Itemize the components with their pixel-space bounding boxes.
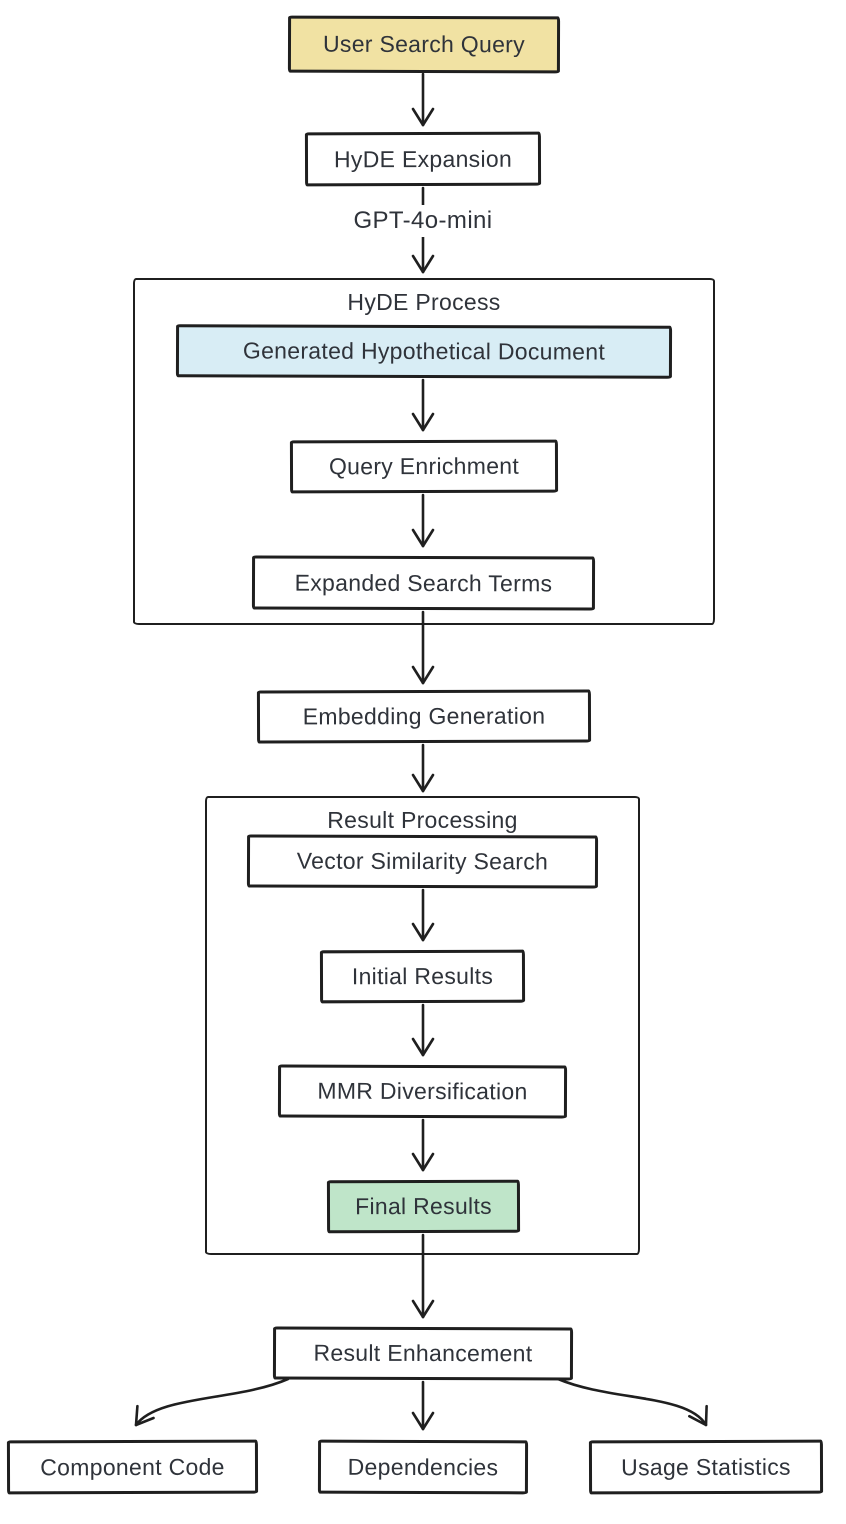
arrow-enhancement-to-component-code: [136, 1379, 288, 1425]
node-mmr-diversification: [278, 1065, 567, 1119]
node-result-enhancement: [273, 1327, 573, 1381]
group-result-processing-title: Result Processing: [327, 807, 518, 833]
node-label: Generated Hypothetical Document: [242, 337, 606, 365]
node-dependencies: [318, 1440, 528, 1495]
node-generated-hypothetical-document: [176, 324, 672, 379]
node-embedding-generation: [257, 689, 591, 743]
node-label: Query Enrichment: [328, 452, 520, 480]
node-label: Result Enhancement: [313, 1339, 533, 1367]
edge-label-gpt-model: GPT-4o-mini: [333, 205, 513, 237]
node-label: Embedding Generation: [302, 702, 546, 730]
node-initial-results: [320, 950, 525, 1004]
node-expanded-search-terms: [252, 555, 595, 610]
node-label: MMR Diversification: [317, 1077, 528, 1105]
node-label: Expanded Search Terms: [294, 569, 553, 596]
node-label: HyDE Expansion: [333, 145, 513, 172]
node-hyde-expansion: [305, 132, 541, 187]
node-label: Initial Results: [351, 962, 494, 990]
arrow-enhancement-to-usage-statistics: [558, 1379, 706, 1425]
node-label: Component Code: [40, 1453, 225, 1480]
node-component-code: [7, 1440, 258, 1495]
node-vector-similarity-search: [247, 834, 598, 888]
node-usage-statistics: [589, 1440, 823, 1495]
node-label: Usage Statistics: [621, 1453, 791, 1480]
node-label: Final Results: [355, 1192, 492, 1220]
node-query-enrichment: [290, 440, 558, 494]
group-hyde-process-title: HyDE Process: [347, 289, 501, 315]
node-label: Dependencies: [347, 1453, 499, 1480]
node-label: User Search Query: [322, 30, 526, 58]
node-final-results: [327, 1180, 520, 1234]
node-user-search-query: [288, 16, 560, 74]
node-label: Vector Similarity Search: [296, 847, 549, 875]
